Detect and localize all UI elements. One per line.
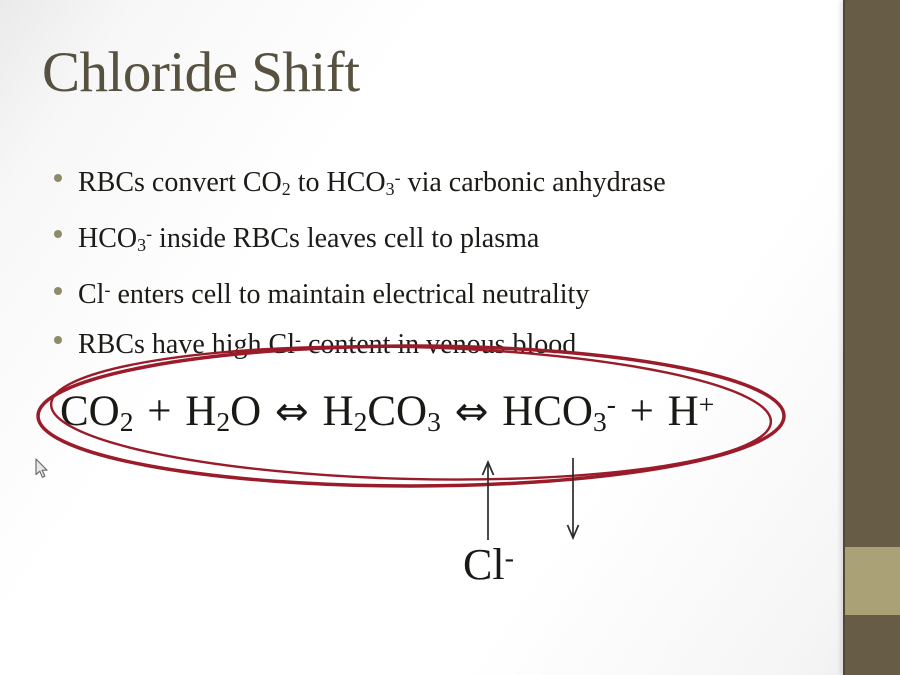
cursor-icon bbox=[35, 458, 49, 479]
bullet-list bbox=[50, 155, 790, 367]
bullet-item bbox=[50, 317, 790, 367]
bullet-dot-icon bbox=[54, 287, 62, 295]
bullet-item bbox=[50, 211, 790, 267]
chemical-equation: $CO_2 + H_2O$ ⇔ $H_2CO_3$ ⇔ $HCO_3^- + H^+$ bbox=[60, 387, 715, 438]
slide-title: Chloride Shift bbox=[42, 41, 360, 104]
sidebar-accent-band bbox=[845, 547, 900, 615]
bullet-dot-icon bbox=[54, 174, 62, 182]
down-arrow-icon bbox=[568, 458, 579, 538]
sidebar-decoration bbox=[843, 0, 900, 675]
bullet-item bbox=[50, 155, 790, 211]
chloride-label: Cl- bbox=[463, 540, 514, 589]
bullet-text: Cl- enters cell to maintain electrical neutrality bbox=[78, 279, 590, 311]
bullet-item bbox=[50, 268, 790, 318]
bullet-text: RBCs have high Cl- content in venous blood bbox=[78, 328, 577, 360]
bullet-dot-icon bbox=[54, 230, 62, 238]
bullet-text: $HCO_3^-$ inside RBCs leaves cell to plasma bbox=[78, 222, 540, 255]
bullet-text: RBCs convert $CO_2$ to $HCO_3^-$ via carbonic anhydrase bbox=[78, 166, 666, 199]
up-arrow-icon bbox=[483, 462, 494, 540]
bullet-dot-icon bbox=[54, 336, 62, 344]
